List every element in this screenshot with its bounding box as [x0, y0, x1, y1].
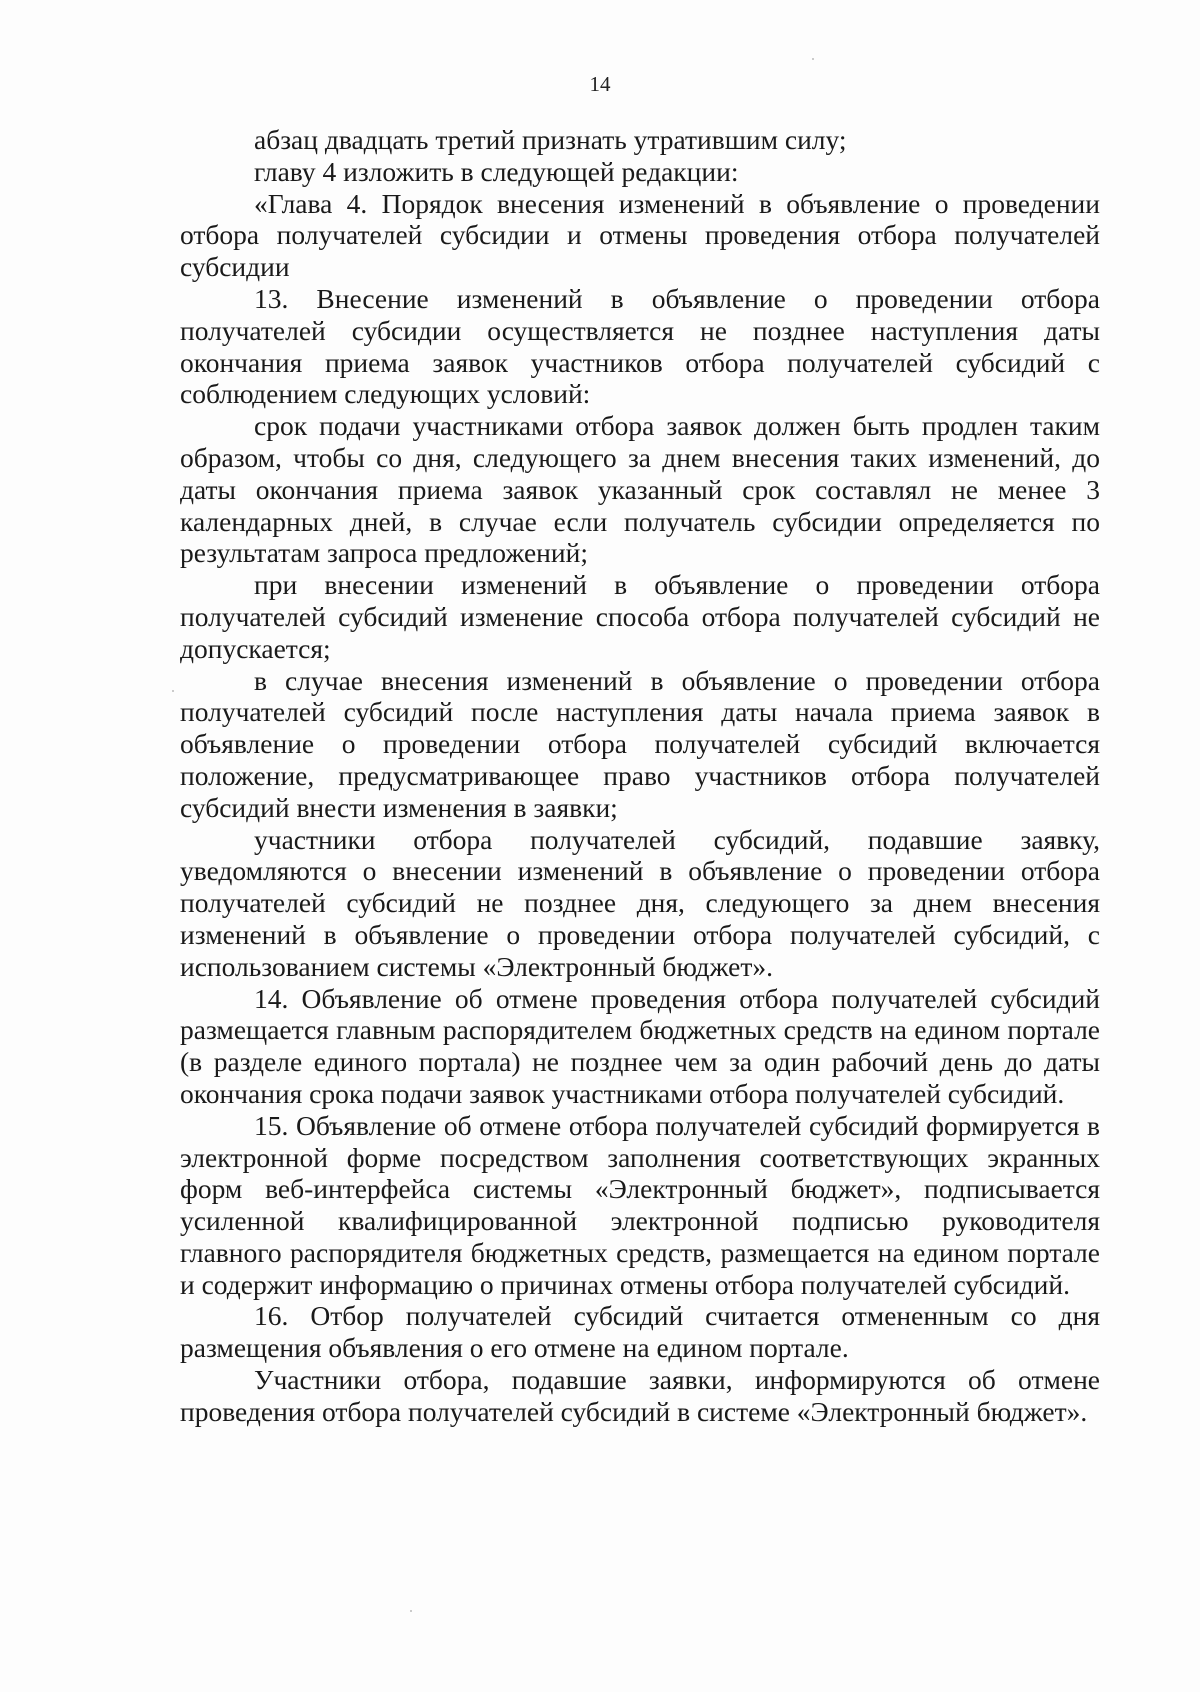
- paragraph: 14. Объявление об отмене проведения отбора получателей субсидий размещается главным распорядителем бюджетных средств на едином портале (в разделе единого портала) не позднее чем за один рабочий день до даты окончания срока подачи заявок участниками отбора получателей субсидий.: [180, 982, 1100, 1109]
- paragraph: участники отбора получателей субсидий, подавшие заявку, уведомляются о внесении изменений в объявление о проведении отбора получателей субсидий не позднее дня, следующего за днем внесения изменений в объявление о проведении отбора получателей субсидий, с использованием системы «Электронный бюджет».: [180, 823, 1100, 982]
- paragraph: абзац двадцать третий признать утратившим силу;: [254, 124, 847, 155]
- paragraph: Участники отбора, подавшие заявки, информируются об отмене проведения отбора получателей субсидий в системе «Электронный бюджет».: [180, 1364, 1100, 1427]
- paragraph: 15. Объявление об отмене отбора получателей субсидий формируется в электронной форме посредством заполнения соответствующих экранных форм веб-интерфейса системы «Электронный бюджет», подписывается усиленной квалифицированной электронной подписью руководителя главного распорядителя бюджетных средств, размещается на едином портале и содержит информацию о причинах отмены отбора получателей субсидий.: [180, 1109, 1100, 1300]
- paragraph: 16. Отбор получателей субсидий считается отмененным со дня размещения объявления о его отмене на едином портале.: [180, 1300, 1100, 1364]
- scan-speck: [410, 1610, 412, 1612]
- paragraph: в случае внесения изменений в объявление о проведении отбора получателей субсидий после наступления даты начала приема заявок в объявление о проведении отбора получателей субсидий включается положение, предусматривающее право участников отбора получателей субсидий внести изменения в заявки;: [180, 664, 1100, 823]
- paragraph: срок подачи участниками отбора заявок должен быть продлен таким образом, чтобы со дня, следующего за днем внесения таких изменений, до даты окончания приема заявок указанный срок составлял не менее 3 календарных дней, в случае если получатель субсидии определяется по результатам запроса предложений;: [180, 410, 1100, 569]
- page-number: 14: [589, 72, 611, 96]
- paragraph: главу 4 изложить в следующей редакции:: [254, 155, 739, 187]
- document-body: [180, 124, 1100, 1428]
- scan-speck: [172, 690, 174, 692]
- scan-speck: [812, 58, 814, 60]
- paragraph: «Глава 4. Порядок внесения изменений в объявление о проведении отбора получателей субсидии и отмены проведения отбора получателей субсидии: [180, 187, 1100, 283]
- paragraph: 13. Внесение изменений в объявление о проведении отбора получателей субсидии осуществляется не позднее наступления даты окончания приема заявок участников отбора получателей субсидий с соблюдением следующих условий:: [180, 282, 1100, 410]
- paragraph: при внесении изменений в объявление о проведении отбора получателей субсидий изменение способа отбора получателей субсидий не допускается;: [180, 569, 1100, 664]
